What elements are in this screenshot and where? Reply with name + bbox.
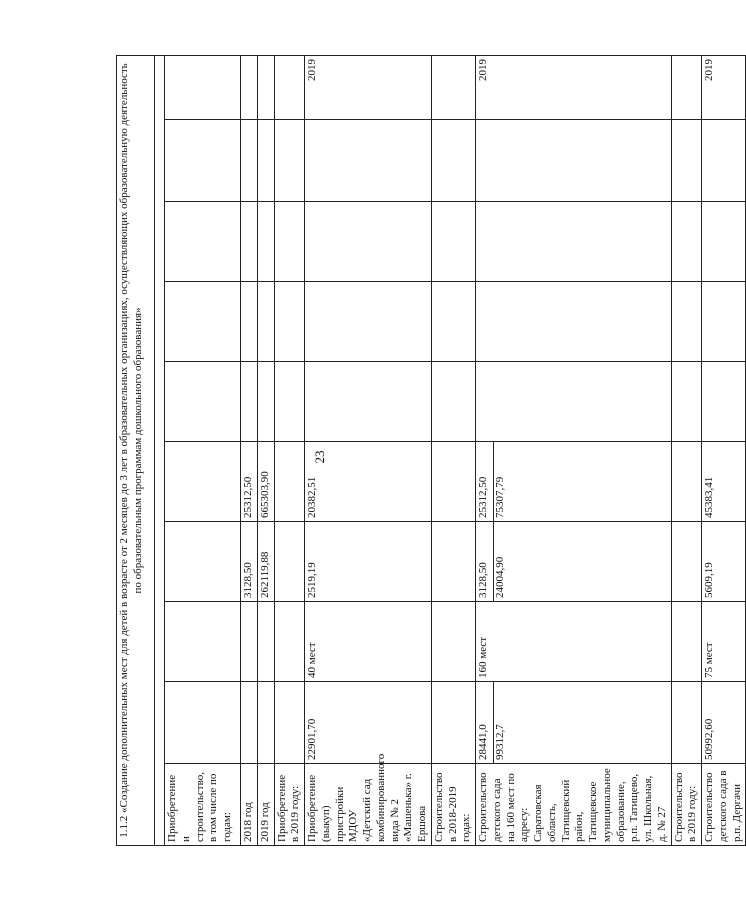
empty-cell bbox=[274, 282, 305, 362]
budget-cell-a-value-2: 24004,90 bbox=[493, 522, 508, 601]
empty-cell bbox=[431, 282, 475, 362]
year-cell bbox=[671, 55, 702, 119]
empty-cell bbox=[671, 362, 702, 442]
empty-cell bbox=[476, 120, 672, 202]
table-row bbox=[702, 55, 746, 845]
cost-cell bbox=[305, 682, 432, 764]
empty-cell bbox=[165, 282, 241, 362]
empty-cell bbox=[274, 362, 305, 442]
budget-cell-b-value: 665303,90 bbox=[258, 471, 271, 518]
empty-cell bbox=[305, 120, 432, 202]
empty-cell bbox=[431, 120, 475, 202]
capacity-cell-value: 160 мест bbox=[477, 636, 489, 678]
empty-cell bbox=[702, 362, 746, 442]
capacity-cell bbox=[305, 602, 432, 682]
row-label: Строительство детского сада на 160 мест по адресу: Саратовская область, Татищевский район, Татищевское муниципальное образование, р.п. Татищево, ул. Школьная, д. № 27 bbox=[476, 764, 672, 846]
table-row bbox=[257, 55, 274, 845]
empty-cell bbox=[274, 202, 305, 282]
empty-cell bbox=[241, 282, 258, 362]
budget-cell-b-value: 25312,50 bbox=[242, 476, 254, 518]
empty-cell bbox=[241, 120, 258, 202]
empty-cell bbox=[257, 362, 274, 442]
capacity-cell bbox=[431, 602, 475, 682]
empty-cell bbox=[702, 120, 746, 202]
budget-cell-a-value: 262119,88 bbox=[258, 551, 271, 598]
budget-cell-a-value: 3128,50 bbox=[242, 562, 254, 598]
cost-cell bbox=[671, 682, 702, 764]
budget-cell-a bbox=[165, 522, 241, 602]
empty-cell bbox=[702, 282, 746, 362]
year-cell-value: 2019 bbox=[703, 58, 715, 81]
year-cell bbox=[257, 55, 274, 119]
budget-cell-b-value-2: 75307,79 bbox=[493, 442, 508, 521]
budget-cell-a bbox=[431, 522, 475, 602]
year-cell bbox=[274, 55, 305, 119]
program-table bbox=[116, 55, 746, 846]
cost-cell bbox=[702, 682, 746, 764]
cost-cell bbox=[165, 682, 241, 764]
empty-cell bbox=[257, 282, 274, 362]
empty-cell bbox=[274, 120, 305, 202]
budget-cell-b bbox=[702, 442, 746, 522]
capacity-cell bbox=[241, 602, 258, 682]
cost-cell-value-2: 99312,7 bbox=[493, 682, 508, 763]
empty-cell bbox=[476, 362, 672, 442]
empty-cell bbox=[671, 120, 702, 202]
table-row bbox=[431, 55, 475, 845]
year-cell bbox=[431, 55, 475, 119]
table-row bbox=[305, 55, 432, 845]
empty-cell bbox=[305, 362, 432, 442]
budget-cell-a-value: 5609,19 bbox=[703, 562, 715, 598]
row-label: Строительство в 2018-2019 годах: bbox=[431, 764, 475, 846]
budget-cell-b bbox=[671, 442, 702, 522]
empty-cell bbox=[431, 362, 475, 442]
year-cell bbox=[305, 55, 432, 119]
year-cell bbox=[165, 55, 241, 119]
row-label: Приобретение в 2019 году: bbox=[274, 764, 305, 846]
empty-cell bbox=[241, 202, 258, 282]
budget-cell-a bbox=[257, 522, 274, 602]
cost-cell-value: 28441,0 bbox=[477, 724, 489, 760]
budget-cell-b bbox=[274, 442, 305, 522]
empty-cell bbox=[165, 202, 241, 282]
budget-cell-a bbox=[702, 522, 746, 602]
empty-cell bbox=[431, 202, 475, 282]
year-cell bbox=[241, 55, 258, 119]
budget-cell-a bbox=[476, 522, 672, 602]
cost-cell bbox=[274, 682, 305, 764]
budget-cell-b bbox=[476, 442, 672, 522]
empty-cell bbox=[671, 282, 702, 362]
year-cell bbox=[476, 55, 672, 119]
empty-cell bbox=[165, 362, 241, 442]
empty-cell bbox=[476, 202, 672, 282]
budget-cell-a bbox=[671, 522, 702, 602]
table-row bbox=[671, 55, 702, 845]
cost-cell bbox=[431, 682, 475, 764]
table-row bbox=[274, 55, 305, 845]
cost-cell bbox=[257, 682, 274, 764]
row-label: Приобретение (выкуп) пристройки МДОУ «Детский сад комбинированного вида № 2 «Машенька» г. Ершова bbox=[305, 764, 432, 846]
cost-cell bbox=[476, 682, 672, 764]
budget-cell-a-value: 2519,19 bbox=[306, 562, 318, 598]
year-cell-value: 2019 bbox=[306, 58, 318, 81]
capacity-cell bbox=[274, 602, 305, 682]
page-number: 23 bbox=[312, 450, 327, 464]
section-title: 1.1.2 «Создание дополнительных мест для детей в возрасте от 2 месяцев до 3 лет в образовательных организациях, осуществляющих образовательную деятельность по образовательным программам дошкольного образования» bbox=[117, 55, 155, 845]
row-label: Приобретение и строительство, в том числе по годам: bbox=[165, 764, 241, 846]
empty-cell bbox=[257, 120, 274, 202]
empty-cell bbox=[671, 202, 702, 282]
budget-cell-b bbox=[257, 442, 274, 522]
empty-cell bbox=[257, 202, 274, 282]
table-row bbox=[155, 55, 165, 845]
budget-cell-b bbox=[241, 442, 258, 522]
capacity-cell bbox=[257, 602, 274, 682]
capacity-cell-value: 40 мест bbox=[306, 642, 318, 678]
row-label: 2018 год bbox=[241, 764, 258, 846]
row-label: Строительство детского сада в р.п. Дергачи bbox=[702, 764, 746, 846]
budget-cell-a bbox=[305, 522, 432, 602]
budget-cell-b-value: 45383,41 bbox=[703, 476, 715, 518]
budget-cell-b-value: 20382,51 bbox=[306, 476, 318, 518]
rotated-table-container bbox=[116, 56, 743, 846]
capacity-cell bbox=[476, 602, 672, 682]
row-label: Строительство в 2019 году: bbox=[671, 764, 702, 846]
budget-cell-b bbox=[431, 442, 475, 522]
table-row bbox=[241, 55, 258, 845]
capacity-cell bbox=[671, 602, 702, 682]
year-cell bbox=[702, 55, 746, 119]
row-label: 2019 год bbox=[257, 764, 274, 846]
budget-cell-b bbox=[305, 442, 432, 522]
cost-cell-value: 50992,60 bbox=[703, 718, 715, 760]
empty-cell bbox=[241, 362, 258, 442]
empty-cell bbox=[305, 202, 432, 282]
budget-cell-b-value: 25312,50 bbox=[477, 476, 489, 518]
table-row bbox=[165, 55, 241, 845]
capacity-cell bbox=[165, 602, 241, 682]
budget-cell-a-value: 3128,50 bbox=[477, 562, 489, 598]
empty-cell bbox=[476, 282, 672, 362]
empty-cell bbox=[165, 120, 241, 202]
empty-cell bbox=[702, 202, 746, 282]
spacer-cell bbox=[155, 55, 165, 845]
cost-cell-value: 22901,70 bbox=[306, 718, 318, 760]
table-row bbox=[476, 55, 672, 845]
budget-cell-b bbox=[165, 442, 241, 522]
cost-cell bbox=[241, 682, 258, 764]
year-cell-value: 2019 bbox=[477, 58, 489, 81]
budget-cell-a bbox=[241, 522, 258, 602]
budget-cell-a bbox=[274, 522, 305, 602]
empty-cell bbox=[305, 282, 432, 362]
capacity-cell bbox=[702, 602, 746, 682]
capacity-cell-value: 75 мест bbox=[703, 642, 715, 678]
